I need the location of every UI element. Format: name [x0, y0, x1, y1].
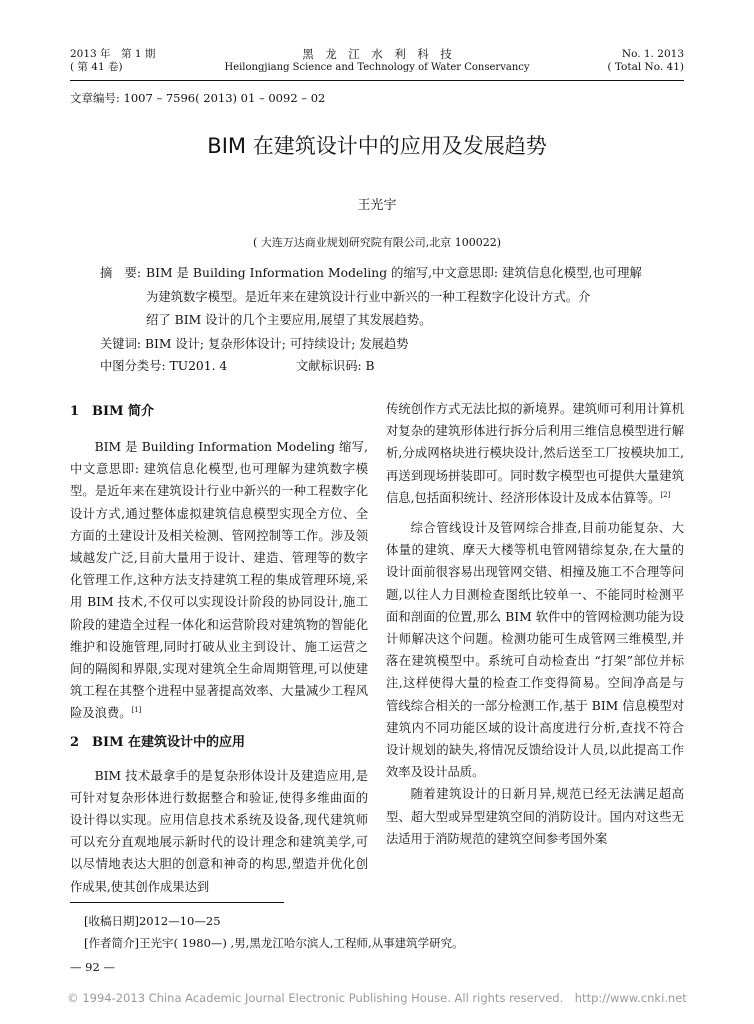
- author-name: 王光宇: [357, 198, 397, 213]
- abstract-line: 为建筑数字模型。是近年来在建筑设计行业中新兴的一种工程数字化设计方式。介: [146, 289, 591, 304]
- journal-issue: [70, 48, 230, 74]
- issue-year: 2013 年 第 1 期: [70, 48, 156, 60]
- right-column: [386, 398, 684, 850]
- section-1-paragraph: BIM 是 Building Information Modeling 缩写,中文意思即: 建筑信息化模型,也可理解为建筑数字模型。是近年来在建筑设计行业中新兴的一种工程数字化设计方式,通过整体虚拟建筑信息模型实现全方位、全方面的土建设计及相关检测、管网控制等工作。涉及领域越发广泛,目前大量用于设计、建造、管理等的数字化管理工作,这种方法支持建筑工程的集成管理环境,采用 BIM 技术,不仅可以实现设计阶段的协同设计,施工阶段的建造全过程一体化和运营阶段对建筑物的智能化维护和设施管理,同时打破从业主到设计、施工运营之间的隔阂和界限,实现对建筑全生命周期管理,可以使建筑工程在其整个进程中显著提高效率、大量减少工程风险及浪费。[1]: [70, 440, 368, 721]
- page-number: — 92 —: [70, 960, 115, 974]
- keywords: 关键词: BIM 设计; 复杂形体设计; 可持续设计; 发展趋势: [100, 337, 409, 351]
- header-rule: [70, 80, 684, 81]
- copyright-notice: © 1994-2013 China Academic Journal Electronic Publishing House. All rights reserved. http://www.cnki.net: [67, 991, 687, 1005]
- author-affiliation: ( 大连万达商业规划研究院有限公司,北京 100022): [252, 236, 502, 249]
- footnote-rule: [70, 902, 284, 903]
- abstract-label: 摘 要:: [100, 266, 142, 280]
- issue-volume: ( 第 41 卷): [70, 61, 123, 73]
- abstract: [100, 264, 680, 331]
- reference-1: [1]: [131, 706, 142, 715]
- abstract-line: BIM 是 Building Information Modeling 的缩写,中文意思即: 建筑信息化模型,也可理解: [146, 266, 642, 280]
- left-column: [70, 402, 368, 898]
- author-bio: [作者简介]王光宇( 1980—) ,男,黑龙江哈尔滨人,工程师,从事建筑学研究。: [84, 936, 464, 950]
- document-code: 文献标识码: B: [296, 359, 375, 373]
- journal-name: [220, 48, 534, 74]
- received-date: [收稿日期]2012—10—25: [84, 914, 221, 928]
- journal-number: [524, 48, 684, 74]
- article-number: 文章编号: 1007 – 7596( 2013) 01 – 0092 – 02: [70, 91, 326, 105]
- issue-number: No. 1. 2013: [621, 48, 684, 60]
- right-paragraph-1: 传统创作方式无法比拟的新境界。建筑师可利用计算机对复杂的建筑形体进行拆分后利用三维信息模型进行解析,分成网格块进行模块设计,然后送至工厂按模块加工,再送到现场拼装即可。同时数字模型也可提供大量建筑信息,包括面积统计、经济形体设计及成本估算等。[2]: [386, 402, 684, 505]
- journal-name-en: Heilongjiang Science and Technology of Water Conservancy: [224, 62, 530, 73]
- total-number: ( Total No. 41): [607, 61, 684, 73]
- right-paragraph-2: 综合管线设计及管网综合排查,目前功能复杂、大体量的建筑、摩天大楼等机电管网错综复杂,在大量的设计面前很容易出现管网交错、相撞及施工不合理等问题,以往人力目测检查图纸比较单一、不能同时检测平面和剖面的位置,那么 BIM 软件中的管网检测功能为设计师解决这个问题。检测功能可生成管网三维模型,并落在建筑模型中。系统可自动检查出 “打架”部位并标注,这样使得大量的检查工作变得简易。空间净高是与管线综合相关的一部分检测工作,基于 BIM 信息模型对建筑内不同功能区域的设计高度进行分析,查找不符合设计规划的缺失,将情况反馈给设计人员,以此提高工作效率及设计品质。: [386, 521, 684, 780]
- section-2-heading: 2 BIM 在建筑设计中的应用: [70, 734, 246, 750]
- section-2-paragraph: BIM 技术最拿手的是复杂形体设计及建造应用,是可针对复杂形体进行数据整合和验证,使得多维曲面的设计得以实现。应用信息技术系统及设备,现代建筑师可以充分直观地展示新时代的设计理念和建筑美学,可以尽情地表达大胆的创意和神奇的构思,塑造并优化创作成果,使其创作成果达到: [70, 768, 368, 894]
- article-title: BIM 在建筑设计中的应用及发展趋势: [207, 134, 547, 158]
- right-paragraph-3: 随着建筑设计的日新月异,规范已经无法满足超高型、超大型或异型建筑空间的消防设计。国内对这些无法适用于消防规范的建筑空间参考国外案: [386, 787, 684, 846]
- section-1-heading: 1 BIM 简介: [70, 404, 155, 419]
- abstract-line: 绍了 BIM 设计的几个主要应用,展望了其发展趋势。: [146, 313, 432, 327]
- journal-name-cn: 黑 龙 江 水 利 科 技: [302, 47, 452, 61]
- reference-2: [2]: [660, 490, 671, 499]
- classification-number: 中图分类号: TU201. 4: [100, 359, 228, 373]
